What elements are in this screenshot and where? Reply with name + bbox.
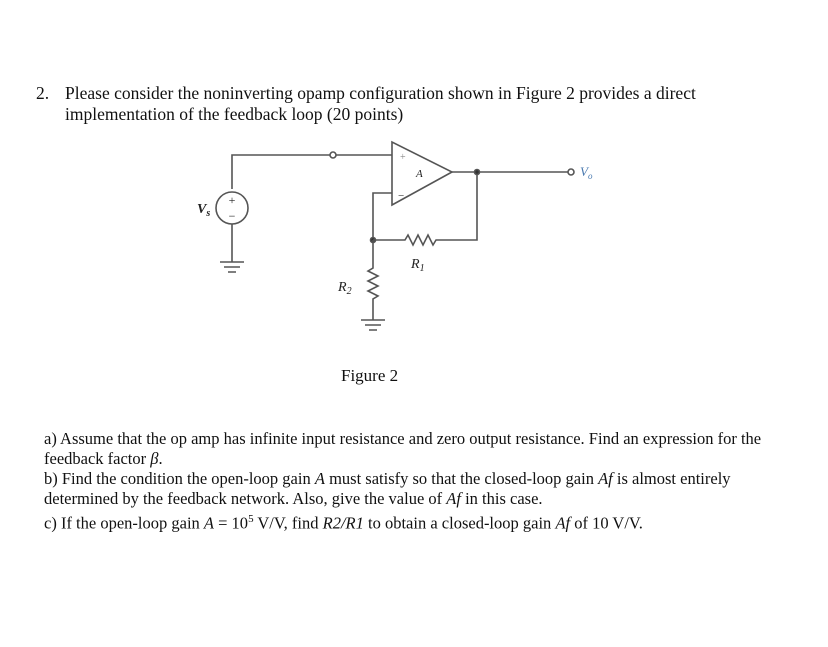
- question-text: Please consider the noninverting opamp configuration shown in Figure 2 provides a direct implementation of the feedback loop (20 points): [65, 83, 696, 124]
- figure-caption: Figure 2: [341, 366, 399, 385]
- r2-label: $R_2$: [338, 280, 352, 297]
- ground-source: [220, 262, 244, 272]
- output-label: $V_o$: [580, 164, 593, 181]
- question-number: 2.: [36, 83, 50, 103]
- minus-input-sign: −: [398, 190, 405, 202]
- wire-source-top: [232, 155, 330, 189]
- source-plus-sign: +: [228, 193, 236, 207]
- resistor-r2: [368, 240, 378, 320]
- r1-label: $R_1$: [411, 257, 425, 274]
- output-terminal: [568, 169, 574, 175]
- amp-label: A: [416, 168, 423, 180]
- input-node: [330, 152, 336, 158]
- part-c: c) If the open-loop gain $A = 10^5$ V/V, find R2/R1 to obtain a closed-loop gain Af of 10 V/V.: [44, 513, 643, 533]
- plus-input-sign: +: [400, 152, 406, 163]
- part-a: a) Assume that the op amp has infinite input resistance and zero output resistance. Find an expression for the feedback factor β.: [44, 429, 762, 468]
- question-parts: [44, 429, 784, 534]
- output-node: [475, 170, 480, 175]
- source-label: $V_s$: [197, 202, 211, 219]
- ground-r2: [361, 320, 385, 330]
- part-b: b) Find the condition the open-loop gain A must satisfy so that the closed-loop gain Af is almost entirely determined by the feedback network. Also, give the value of Af in this case.: [44, 469, 731, 508]
- wire-minus: [373, 193, 392, 240]
- source-minus-sign: −: [228, 209, 236, 223]
